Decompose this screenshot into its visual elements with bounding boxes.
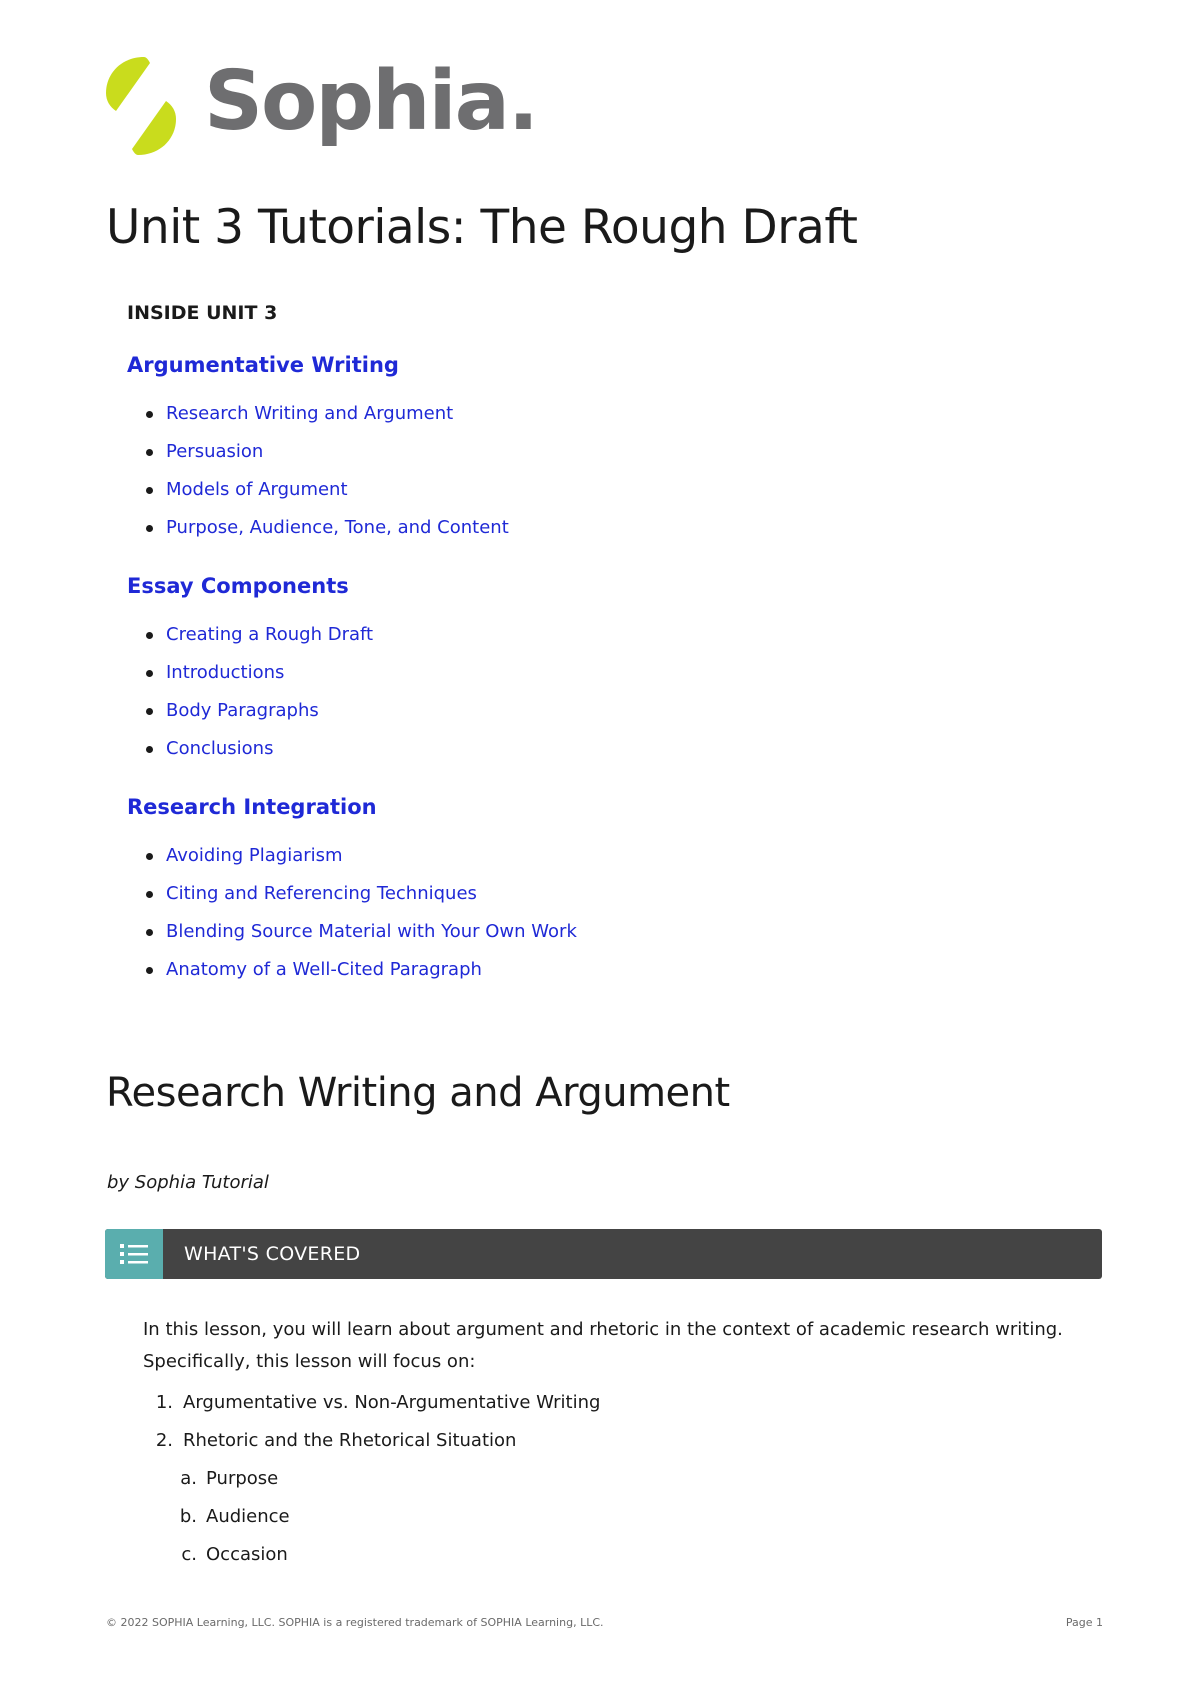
toc-list <box>127 837 927 989</box>
lesson-intro: In this lesson, you will learn about argument and rhetoric in the context of academic research writing. Specifically, this lesson will focus on: <box>143 1319 1063 1372</box>
whats-covered-banner <box>105 1229 1102 1279</box>
toc-section-research-integration <box>127 793 927 989</box>
outline-marker: c. <box>181 1544 197 1565</box>
logo-wordmark: Sophia. <box>204 54 538 149</box>
toc-section-essay-components <box>127 572 927 768</box>
toc-link[interactable]: Introductions <box>127 654 927 692</box>
toc-list <box>127 616 927 768</box>
outline-text: Rhetoric and the Rhetorical Situation <box>183 1430 517 1451</box>
toc-list <box>127 395 927 547</box>
lesson-title: Research Writing and Argument <box>106 1070 730 1116</box>
outline-text: Purpose <box>206 1468 279 1489</box>
toc-link[interactable]: Body Paragraphs <box>127 692 927 730</box>
outline-marker: 1. <box>155 1392 173 1413</box>
footer-copyright: © 2022 SOPHIA Learning, LLC. SOPHIA is a registered trademark of SOPHIA Learning, LLC. <box>106 1616 604 1629</box>
toc-link[interactable]: Blending Source Material with Your Own Work <box>127 913 927 951</box>
toc-heading-link[interactable]: Research Integration <box>127 795 377 819</box>
sophia-logo-icon <box>104 55 178 157</box>
whats-covered-label: WHAT'S COVERED <box>184 1243 361 1265</box>
toc-link[interactable]: Models of Argument <box>127 471 927 509</box>
unit-contents <box>127 300 927 989</box>
toc-link[interactable]: Conclusions <box>127 730 927 768</box>
outline-marker: b. <box>179 1506 197 1527</box>
sophia-logo <box>104 55 537 157</box>
page-number: Page 1 <box>1065 1616 1103 1629</box>
toc-link[interactable]: Citing and Referencing Techniques <box>127 875 927 913</box>
toc-heading-link[interactable]: Argumentative Writing <box>127 353 399 377</box>
unit-title: Unit 3 Tutorials: The Rough Draft <box>106 200 858 255</box>
list-icon <box>105 1229 163 1279</box>
outline-marker: a. <box>180 1468 197 1489</box>
lesson-byline: by Sophia Tutorial <box>107 1172 269 1193</box>
toc-link[interactable]: Purpose, Audience, Tone, and Content <box>127 509 927 547</box>
toc-label: INSIDE UNIT 3 <box>127 302 278 324</box>
toc-link[interactable]: Avoiding Plagiarism <box>127 837 927 875</box>
toc-section-argumentative-writing <box>127 351 927 547</box>
toc-link[interactable]: Research Writing and Argument <box>127 395 927 433</box>
toc-link[interactable]: Anatomy of a Well-Cited Paragraph <box>127 951 927 989</box>
outline-text: Occasion <box>206 1544 288 1565</box>
toc-link[interactable]: Persuasion <box>127 433 927 471</box>
outline-marker: 2. <box>155 1430 173 1451</box>
toc-heading-link[interactable]: Essay Components <box>127 574 349 598</box>
outline-text: Argumentative vs. Non-Argumentative Writing <box>183 1392 601 1413</box>
toc-link[interactable]: Creating a Rough Draft <box>127 616 927 654</box>
outline-text: Audience <box>206 1506 290 1527</box>
